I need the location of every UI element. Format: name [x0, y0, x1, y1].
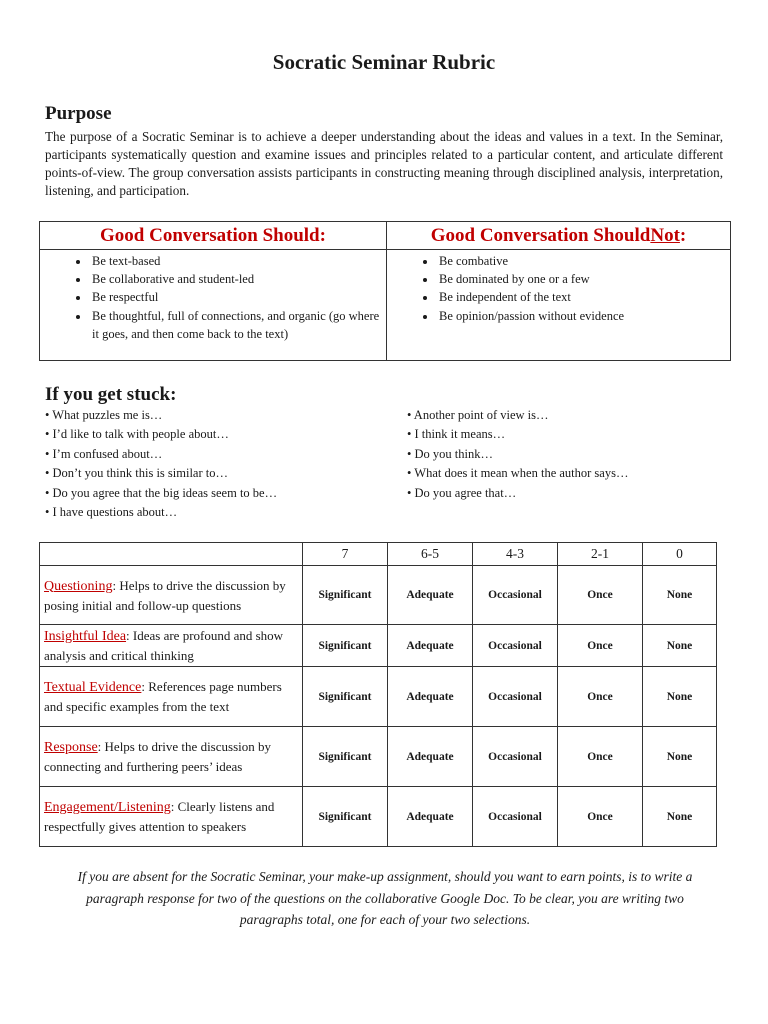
criterion-name: Textual Evidence [44, 680, 142, 695]
criterion-description: : Helps to drive the discussion by connecting and furthering peers’ ideas [44, 739, 271, 774]
level-cell: Occasional [473, 787, 558, 847]
should-heading: Good Conversation Should: [100, 224, 326, 246]
should-not-heading-cell [387, 222, 731, 250]
level-cell: None [643, 667, 717, 727]
criterion-name: Insightful Idea [44, 629, 127, 644]
criterion-description: : Helps to drive the discussion by posing initial and follow-up questions [44, 577, 286, 613]
score-header: 2-1 [558, 543, 643, 566]
stuck-heading: If you get stuck: [45, 384, 177, 405]
criterion-description: : Ideas are profound and show analysis and critical thinking [44, 628, 284, 663]
level-cell: Significant [303, 566, 388, 625]
level-cell: Once [558, 787, 643, 847]
list-item: • Do you agree that the big ideas seem to be… [45, 485, 278, 500]
level-cell: None [643, 727, 717, 787]
should-not-list [387, 252, 730, 325]
level-cell: Occasional [473, 566, 558, 625]
level-cell: Once [558, 566, 643, 625]
rubric-table [39, 542, 717, 847]
purpose-paragraph: The purpose of a Socratic Seminar is to achieve a deeper understanding about the ideas and values in a text. In the Seminar, participants systematically question and examine issues and principles related to a particular content, and articulate different points-of-view. The group conversation assists participants in constructing meaning through disciplined analysis, interpretation, listening, and participation. [45, 129, 723, 198]
should-list-cell [40, 250, 387, 361]
list-item: • I have questions about… [45, 505, 178, 520]
list-item: • I think it means… [407, 427, 506, 442]
level-cell: Significant [303, 625, 388, 667]
table-row [40, 667, 717, 727]
list-item: • Be collaborative and student-led [90, 270, 386, 288]
criterion-cell [40, 625, 303, 667]
level-cell: Once [558, 625, 643, 667]
list-item: • Do you agree that… [407, 485, 517, 500]
purpose-heading: Purpose [45, 103, 112, 124]
criterion-name: Questioning [44, 578, 113, 594]
conversation-table [39, 221, 731, 361]
level-cell: None [643, 787, 717, 847]
list-item: • Be opinion/passion without evidence [437, 307, 730, 325]
criterion-description: : Clearly listens and respectfully gives attention to speakers [44, 799, 275, 834]
level-cell: Significant [303, 667, 388, 727]
list-item: • Be independent of the text [437, 288, 730, 306]
criterion-cell [40, 787, 303, 847]
criterion-name: Engagement/Listening [44, 800, 171, 815]
level-cell: Occasional [473, 625, 558, 667]
list-item: • Be respectful [90, 288, 386, 306]
level-cell: Significant [303, 727, 388, 787]
level-cell: Adequate [388, 787, 473, 847]
list-item: • Be text-based [90, 252, 386, 270]
list-item: • Another point of view is… [407, 408, 549, 422]
list-item: • Don’t you think this is similar to… [45, 466, 228, 481]
level-cell: None [643, 625, 717, 667]
list-item: • Do you think… [407, 446, 493, 461]
table-row [40, 787, 717, 847]
table-row [40, 625, 717, 667]
blank-header-cell [40, 543, 303, 566]
level-cell: Once [558, 667, 643, 727]
criterion-description: : References page numbers and specific examples from the text [44, 679, 282, 714]
should-not-list-cell [387, 250, 731, 361]
level-cell: Adequate [388, 667, 473, 727]
level-cell: Adequate [388, 625, 473, 667]
criterion-cell [40, 667, 303, 727]
list-item: • I’m confused about… [45, 446, 163, 461]
stuck-prompts-left [45, 406, 277, 522]
list-item: • What puzzles me is… [45, 408, 163, 422]
should-list [40, 252, 386, 343]
list-item: • What does it mean when the author says… [407, 466, 629, 481]
list-item: • Be dominated by one or a few [437, 270, 730, 288]
level-cell: Adequate [388, 566, 473, 625]
not-emphasis: Not [650, 224, 680, 246]
absence-footnote: If you are absent for the Socratic Seminar, your make-up assignment, should you want to earn points, is to write a paragraph response for two of the questions on the collaborative Google Doc. To be clear, you are writing two paragraphs total, one for each of your two selections. [77, 869, 693, 927]
should-not-heading: Good Conversation ShouldNot: [430, 224, 687, 246]
criterion-cell [40, 727, 303, 787]
list-item: • I’d like to talk with people about… [45, 427, 229, 442]
level-cell: Occasional [473, 667, 558, 727]
criterion-cell [40, 566, 303, 625]
table-row [40, 727, 717, 787]
list-item: • Be combative [437, 252, 730, 270]
should-heading-cell [40, 222, 387, 250]
level-cell: None [643, 566, 717, 625]
level-cell: Significant [303, 787, 388, 847]
list-item: • Be thoughtful, full of connections, and organic (go where it goes, and then come back to the text) [90, 307, 386, 343]
level-cell: Adequate [388, 727, 473, 787]
level-cell: Once [558, 727, 643, 787]
table-row [40, 566, 717, 625]
criterion-name: Response [44, 740, 98, 755]
level-cell: Occasional [473, 727, 558, 787]
page-title: Socratic Seminar Rubric [272, 50, 496, 74]
score-header-row [40, 543, 717, 566]
score-header: 4-3 [473, 543, 558, 566]
score-header: 7 [303, 543, 388, 566]
score-header: 0 [643, 543, 717, 566]
stuck-prompts-right [407, 406, 628, 503]
score-header: 6-5 [388, 543, 473, 566]
